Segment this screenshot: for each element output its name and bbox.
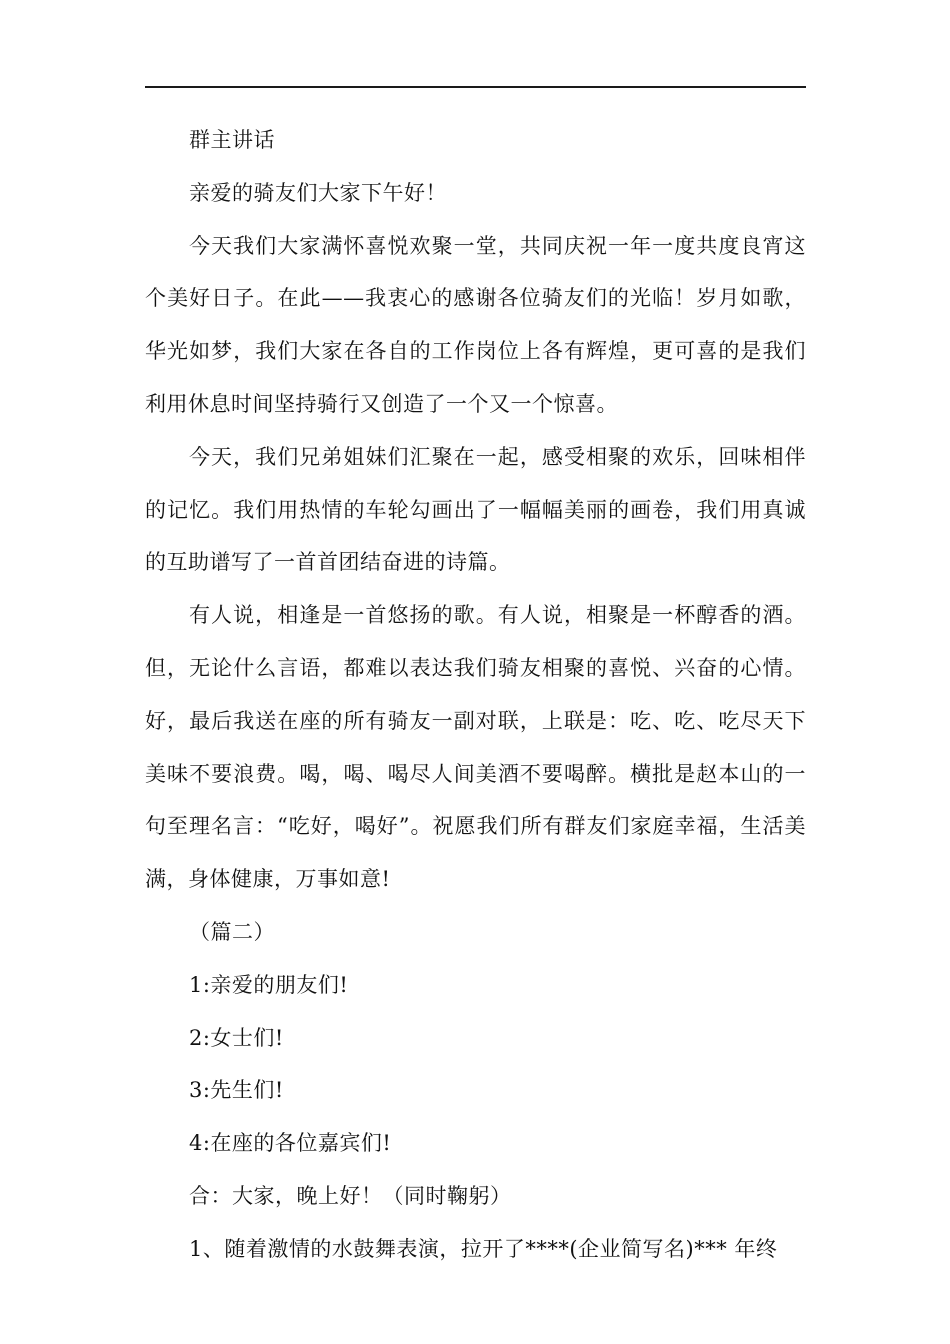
list-item: 1:亲爱的朋友们!	[189, 972, 349, 997]
list-item: 4:在座的各位嘉宾们!	[189, 1131, 392, 1156]
body-paragraph: 今天我们大家满怀喜悦欢聚一堂，共同庆祝一年一度共度良宵这个美好日子。在此——我衷心的感谢各位骑友们的光临！岁月如歌，华光如梦，我们大家在各自的工作岗位上各有辉煌，更可喜的是我们利用休息时间坚持骑行又创造了一个又一个惊喜。	[145, 233, 806, 416]
body-paragraph: 有人说，相逢是一首悠扬的歌。有人说，相聚是一杯醇香的酒。但，无论什么言语，都难以表达我们骑友相聚的喜悦、兴奋的心情。好，最后我送在座的所有骑友一副对联，上联是：吃、吃、吃尽天下美味不要浪费。喝，喝、喝尽人间美酒不要喝醉。横批是赵本山的一句至理名言：“吃好，喝好”。祝愿我们所有群友们家庭幸福，生活美满，身体健康，万事如意!	[145, 603, 806, 892]
document-body	[145, 114, 806, 1276]
body-paragraph: 今天，我们兄弟姐妹们汇聚在一起，感受相聚的欢乐，回味相伴的记忆。我们用热情的车轮勾画出了一幅幅美丽的画卷，我们用真诚的互助谱写了一首首团结奋进的诗篇。	[145, 444, 806, 575]
list-item: 3:先生们!	[189, 1078, 284, 1103]
title-paragraph: 群主讲话	[189, 128, 275, 152]
chorus-line: 合：大家，晚上好！（同时鞠躬）	[189, 1183, 512, 1208]
body-paragraph: 1、随着激情的水鼓舞表演，拉开了****(企业简写名)*** 年终	[189, 1236, 778, 1261]
header-rule	[145, 86, 806, 88]
list-item: 2:女士们!	[189, 1025, 284, 1050]
section-heading: （篇二）	[189, 919, 275, 944]
greeting-paragraph: 亲爱的骑友们大家下午好！	[189, 180, 447, 205]
